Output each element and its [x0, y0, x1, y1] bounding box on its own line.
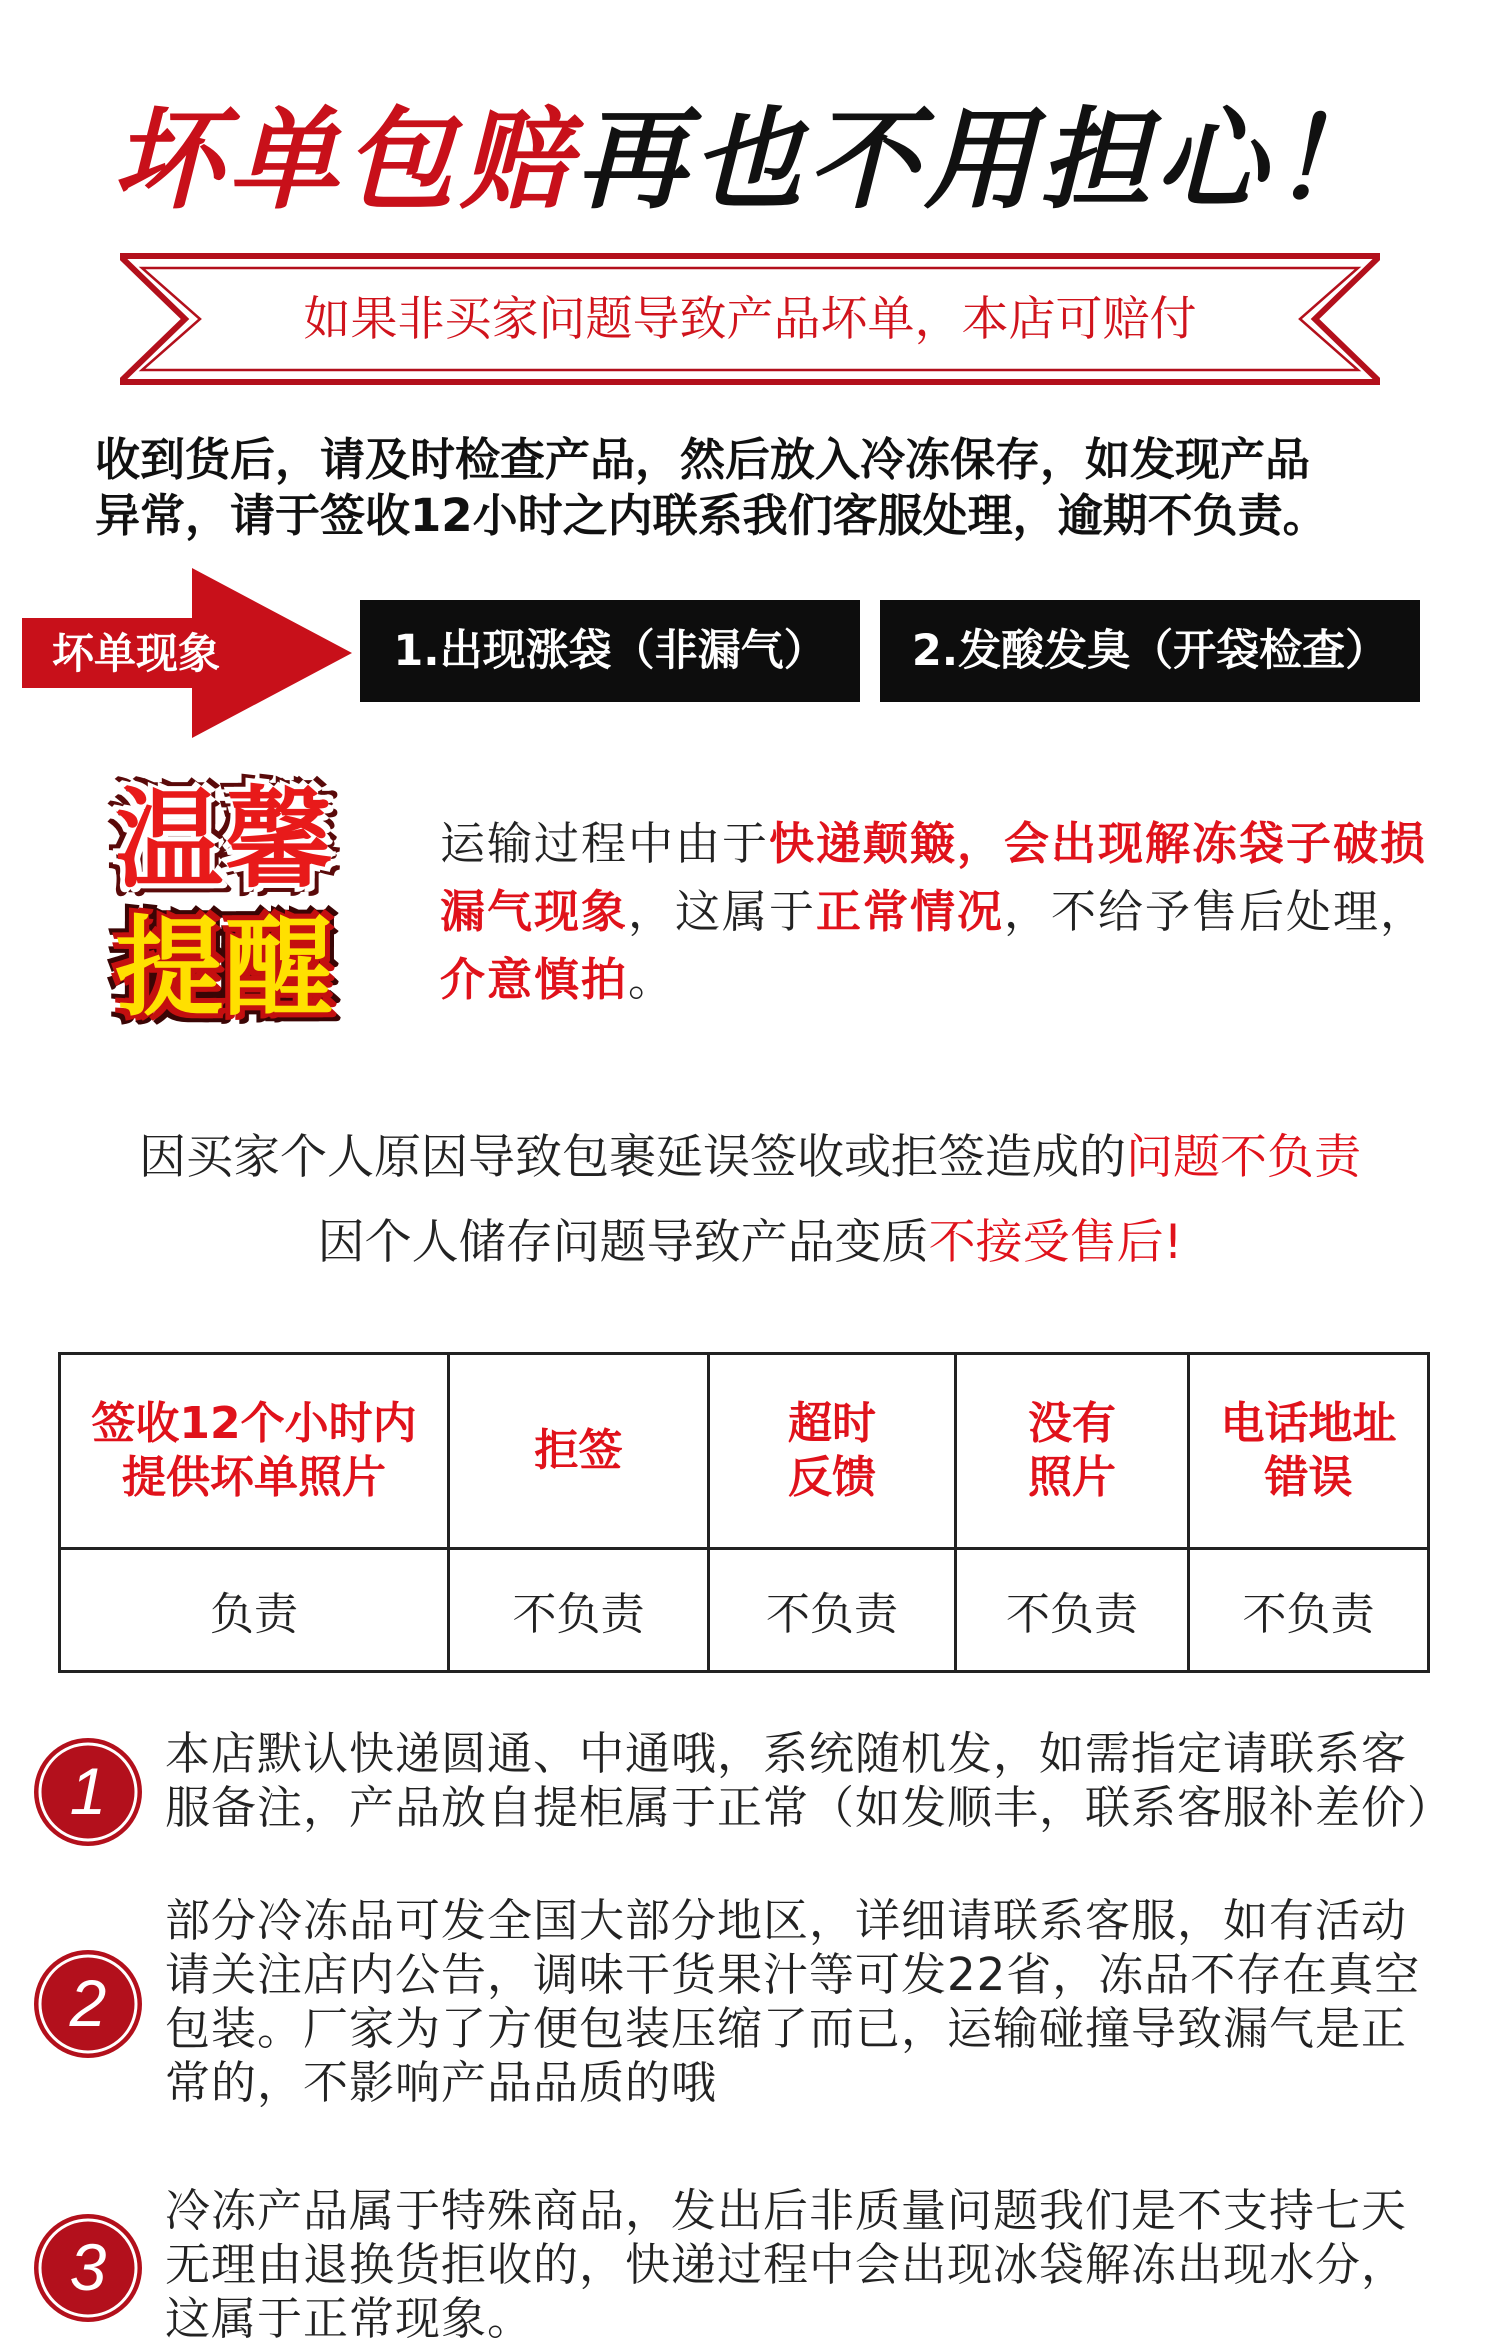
number-badge-1-text: 1	[69, 1754, 107, 1828]
number-badge-3-text: 3	[69, 2230, 107, 2304]
bad-order-label: 坏单现象	[52, 629, 221, 678]
number-badge-2	[32, 1948, 144, 2060]
reminder-seg-2: 快递颠簸，会出现解冻袋子破损漏气现象	[440, 817, 1428, 938]
table-row	[60, 1549, 1429, 1672]
header-line: 错误	[1264, 1452, 1353, 1503]
intro-paragraph	[95, 432, 1425, 544]
bad-order-item-1: 1.出现涨袋（非漏气）	[360, 600, 860, 702]
note-line: 部分冷冻品可发全国大部分地区，详细请联系客服，如有活动	[165, 1894, 1408, 1947]
title-black-part: 再也不用担心！	[576, 96, 1388, 224]
table-header-cell	[60, 1354, 449, 1549]
table-cell: 不负责	[1189, 1549, 1429, 1672]
table-header-cell	[956, 1354, 1189, 1549]
table-header-cell	[709, 1354, 956, 1549]
note-line: 本店默认快递圆通、中通哦，系统随机发，如需指定请联系客	[165, 1727, 1408, 1780]
page-title	[0, 95, 1500, 225]
title-red-part: 坏单包赔	[112, 96, 576, 224]
note-line: 无理由退换货拒收的，快递过程中会出现冰袋解冻出现水分，	[165, 2238, 1408, 2291]
table-header-cell	[449, 1354, 709, 1549]
disclaimer-1-text: 因买家个人原因导致包裹延误签收或拒签造成的	[139, 1130, 1126, 1185]
reminder-seg-4: 正常情况	[816, 885, 1005, 938]
note-line: 这属于正常现象。	[165, 2292, 534, 2345]
table-cell: 负责	[60, 1549, 449, 1672]
reminder-seg-5: ，不给予售后处理，	[1004, 885, 1428, 938]
note-2	[165, 1894, 1485, 2110]
note-line: 常的，不影响产品品质的哦	[165, 2056, 718, 2109]
bad-order-item-2: 2.发酸发臭（开袋检查）	[880, 600, 1420, 702]
table-cell: 不负责	[956, 1549, 1189, 1672]
header-line: 签收12个小时内	[91, 1398, 417, 1449]
header-line: 拒签	[534, 1425, 623, 1476]
table-header-row	[60, 1354, 1429, 1549]
intro-line-2: 异常，请于签收12小时之内联系我们客服处理，逾期不负责。	[95, 489, 1328, 542]
note-line: 服备注，产品放自提柜属于正常（如发顺丰，联系客服补差价）	[165, 1781, 1454, 1834]
table-header-cell	[1189, 1354, 1429, 1549]
note-line: 包装。厂家为了方便包装压缩了而已，运输碰撞导致漏气是正	[165, 2002, 1408, 2055]
disclaimer-2-text: 因个人储存问题导致产品变质	[317, 1215, 929, 1270]
reminder-seg-3: ，这属于	[628, 885, 817, 938]
header-line: 没有	[1028, 1398, 1116, 1449]
reminder-seg-6: 介意慎拍	[440, 953, 629, 1006]
reminder-badge	[95, 780, 355, 1040]
header-line: 反馈	[788, 1452, 876, 1503]
table-cell: 不负责	[449, 1549, 709, 1672]
disclaimer-2	[0, 1212, 1500, 1274]
reminder-text	[440, 810, 1440, 1014]
badge-line-2: 提醒	[114, 906, 335, 1031]
header-line: 提供坏单照片	[122, 1452, 386, 1503]
note-line: 请关注店内公告，调味干货果汁等可发22省，冻品不存在真空	[165, 1948, 1421, 2001]
note-line: 冷冻产品属于特殊商品，发出后非质量问题我们是不支持七天	[165, 2184, 1408, 2237]
badge-line-1: 温馨	[114, 778, 335, 903]
disclaimer-1-red: 问题不负责	[1126, 1130, 1361, 1185]
disclaimer-1	[0, 1127, 1500, 1189]
intro-line-1: 收到货后，请及时检查产品，然后放入冷冻保存，如发现产品	[95, 433, 1311, 486]
disclaimer-2-red: 不接受售后!	[928, 1215, 1183, 1270]
reminder-seg-7: 。	[628, 953, 676, 1006]
number-badge-3	[32, 2212, 144, 2324]
reminder-seg-1: 运输过程中由于	[440, 817, 770, 870]
number-badge-1	[32, 1736, 144, 1848]
responsibility-table	[58, 1352, 1430, 1673]
table-cell: 不负责	[709, 1549, 956, 1672]
header-line: 电话地址	[1220, 1398, 1397, 1449]
header-line: 照片	[1028, 1452, 1116, 1503]
number-badge-2-text: 2	[69, 1966, 107, 2040]
ribbon-text: 如果非买家问题导致产品坏单，本店可赔付	[303, 292, 1197, 347]
note-1	[165, 1727, 1485, 1835]
header-line: 超时	[788, 1398, 876, 1449]
